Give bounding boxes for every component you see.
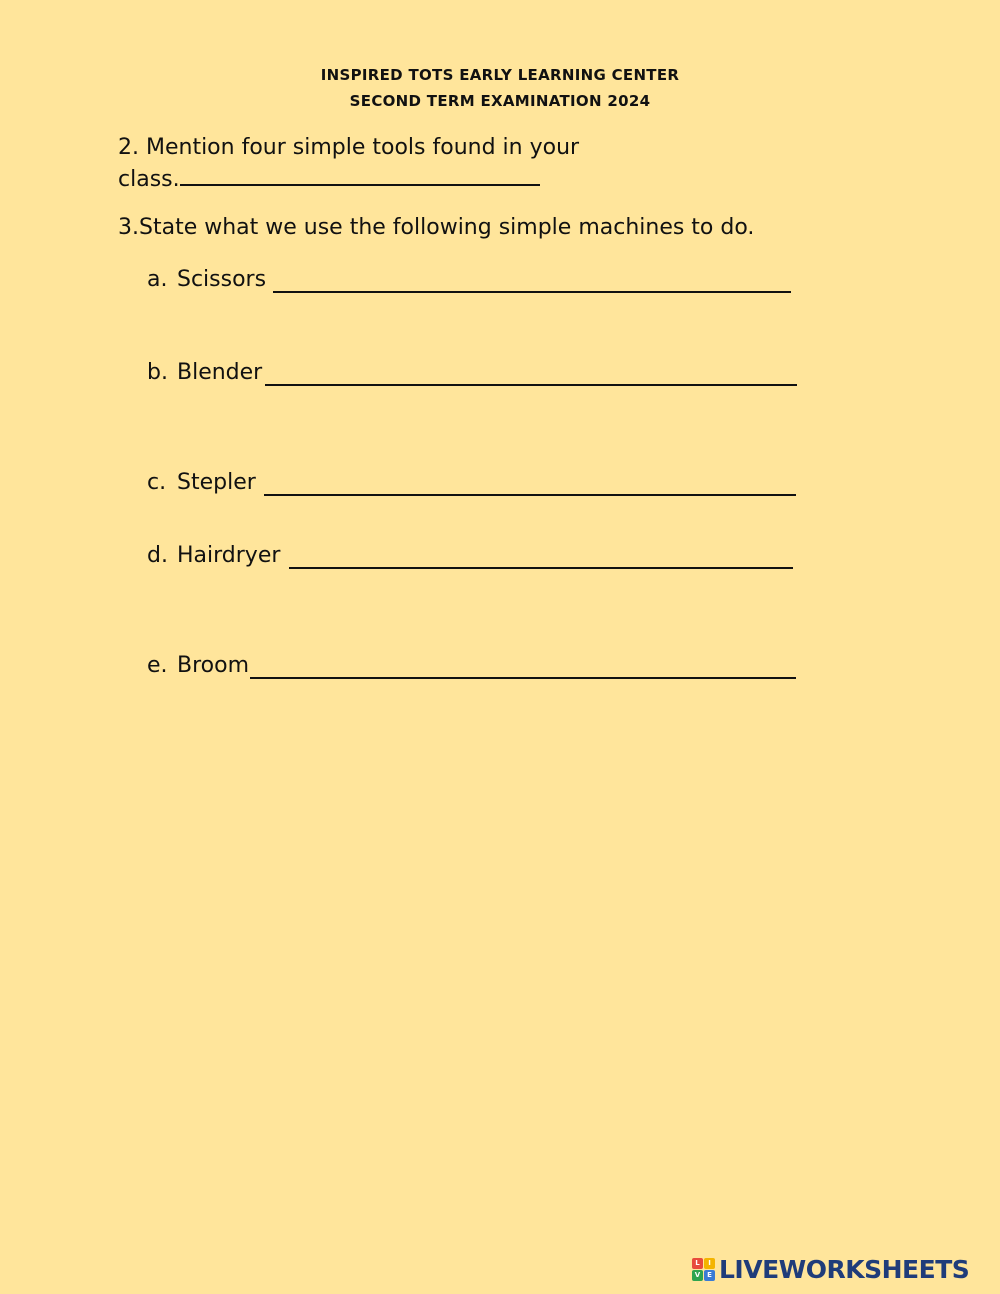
item-label: Scissors <box>177 267 267 292</box>
question-2-prefix: class. <box>118 167 180 192</box>
item-label: Broom <box>177 653 250 678</box>
item-label: Hairdryer <box>177 543 281 568</box>
question-2-text: 2. Mention four simple tools found in your <box>118 135 580 160</box>
answer-blank-blender[interactable] <box>265 384 797 386</box>
liveworksheets-logo[interactable] <box>692 1254 969 1284</box>
answer-blank-hairdryer[interactable] <box>289 567 793 569</box>
item-letter: d. <box>147 543 168 568</box>
logo-tile-v: V <box>692 1270 703 1281</box>
item-letter: a. <box>147 267 168 292</box>
answer-blank-scissors[interactable] <box>273 291 791 293</box>
logo-tile-i: I <box>704 1258 715 1269</box>
answer-blank-broom[interactable] <box>250 677 796 679</box>
item-stepler <box>147 467 256 499</box>
question-3-text: 3.State what we use the following simple machines to do. <box>118 215 755 240</box>
item-letter: b. <box>147 360 168 385</box>
logo-text: LIVEWORKSHEETS <box>719 1254 970 1284</box>
answer-blank-stepler[interactable] <box>264 494 796 496</box>
item-letter: e. <box>147 653 168 678</box>
logo-tile-e: E <box>704 1270 715 1281</box>
question-2 <box>118 132 618 196</box>
logo-tile-l: L <box>692 1258 703 1269</box>
item-letter: c. <box>147 470 167 495</box>
item-broom <box>147 650 249 682</box>
liveworksheets-logo-icon <box>692 1258 715 1281</box>
item-label: Blender <box>177 360 263 385</box>
item-scissors <box>147 264 266 296</box>
exam-header <box>0 62 1000 114</box>
item-label: Stepler <box>177 470 256 495</box>
item-hairdryer <box>147 540 280 572</box>
school-name: INSPIRED TOTS EARLY LEARNING CENTER <box>320 66 680 84</box>
item-blender <box>147 357 262 389</box>
answer-blank-q2[interactable] <box>180 164 540 186</box>
exam-title: SECOND TERM EXAMINATION 2024 <box>349 92 651 110</box>
